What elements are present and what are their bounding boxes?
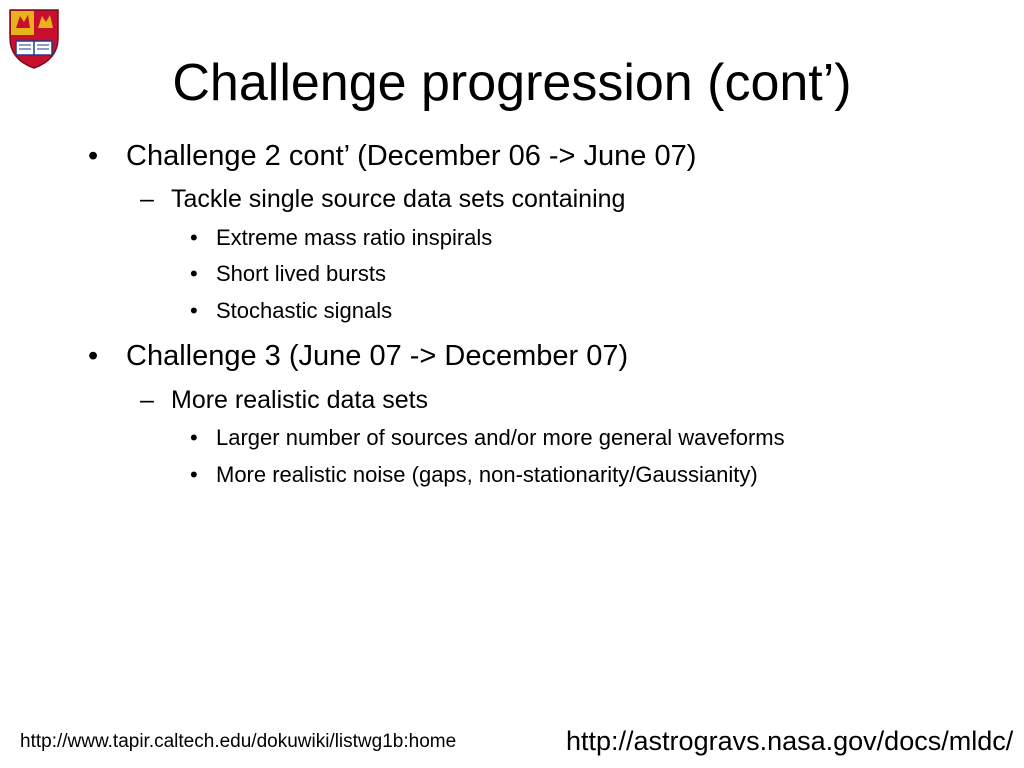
bullet-marker: • [190, 462, 198, 487]
bullet-marker: – [140, 386, 154, 414]
footer-link-tapir[interactable]: http://www.tapir.caltech.edu/dokuwiki/listwg1b:home [20, 731, 457, 752]
bullet-marker: • [88, 140, 99, 172]
bullet-marker: • [190, 261, 198, 286]
list-item: Stochastic signals [216, 298, 393, 323]
list-item: Extreme mass ratio inspirals [216, 225, 493, 250]
slide-title: Challenge progression (cont’) [172, 54, 852, 112]
list-item: More realistic data sets [171, 386, 429, 414]
list-item: Tackle single source data sets containing [171, 185, 626, 213]
bullet-marker: • [190, 298, 198, 323]
list-item: More realistic noise (gaps, non-stationarity/Gaussianity) [216, 462, 758, 487]
footer-link-astrogravs[interactable]: http://astrogravs.nasa.gov/docs/mldc/ [566, 726, 1014, 756]
bullet-marker: • [88, 340, 99, 372]
list-item: Short lived bursts [216, 261, 386, 286]
bullet-marker: • [190, 425, 198, 450]
list-item: Larger number of sources and/or more general waveforms [216, 425, 785, 450]
bullet-marker: • [190, 225, 198, 250]
list-item: Challenge 2 cont’ (December 06 -> June 07) [126, 140, 697, 172]
list-item: Challenge 3 (June 07 -> December 07) [126, 340, 629, 372]
bullet-marker: – [140, 185, 154, 213]
